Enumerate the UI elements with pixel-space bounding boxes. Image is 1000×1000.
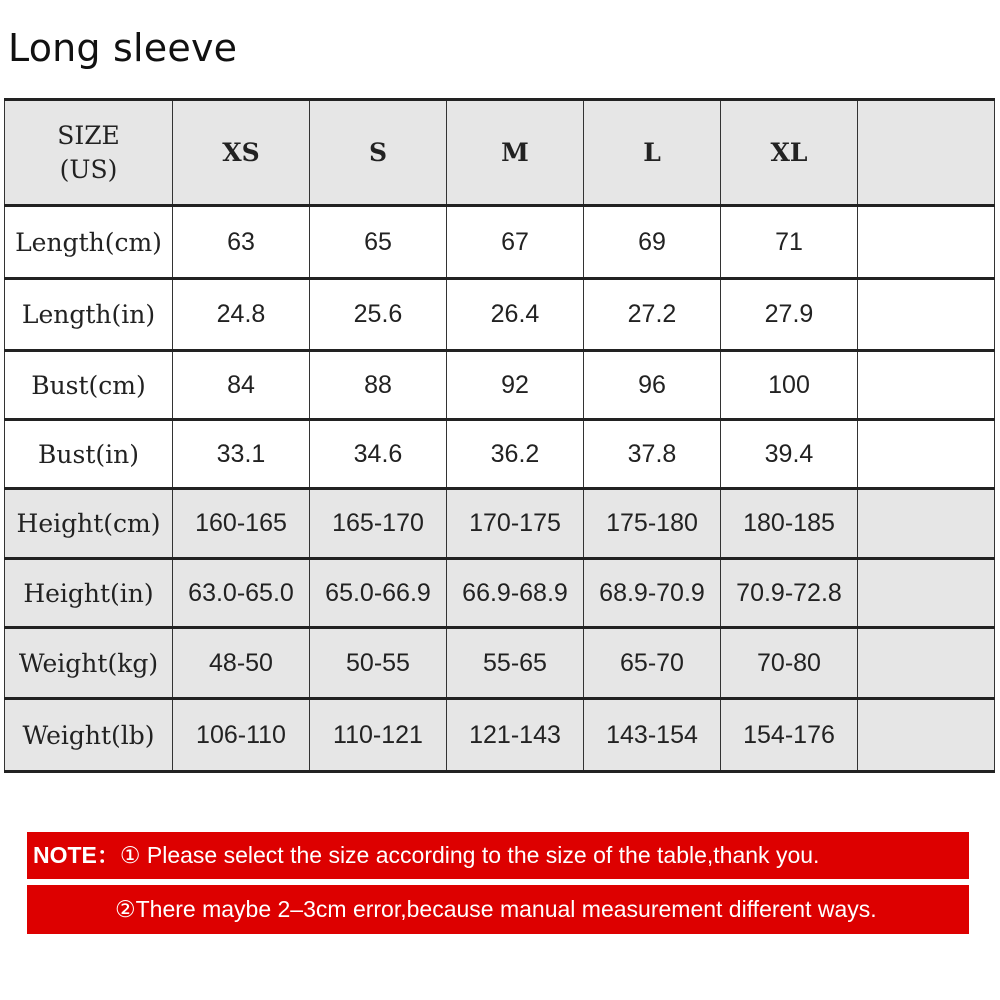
size-s-header: S	[310, 100, 447, 206]
table-cell: 100	[721, 351, 858, 420]
note-text-1: ① Please select the size according to the size of the table,thank you.	[119, 842, 820, 868]
size-xs-header: XS	[173, 100, 310, 206]
table-row	[5, 489, 995, 559]
size-chart-table	[4, 98, 995, 773]
table-row	[5, 559, 995, 628]
table-cell	[858, 279, 995, 351]
size-unit-label: (US)	[59, 154, 118, 184]
table-cell: 68.9-70.9	[584, 559, 721, 628]
table-cell: 92	[447, 351, 584, 420]
table-cell: 37.8	[584, 420, 721, 489]
empty-header-cell	[858, 100, 995, 206]
table-cell: 88	[310, 351, 447, 420]
table-row	[5, 351, 995, 420]
table-cell: 48-50	[173, 628, 310, 699]
size-l-header: L	[584, 100, 721, 206]
table-cell	[858, 420, 995, 489]
table-cell: 25.6	[310, 279, 447, 351]
table-cell: 55-65	[447, 628, 584, 699]
note-text-2: ②There maybe 2–3cm error,because manual measurement different ways.	[115, 896, 877, 922]
table-cell: 50-55	[310, 628, 447, 699]
table-cell	[858, 699, 995, 772]
table-cell	[858, 206, 995, 279]
table-row	[5, 420, 995, 489]
note-line-1	[27, 832, 969, 879]
table-cell: 26.4	[447, 279, 584, 351]
table-cell: 34.6	[310, 420, 447, 489]
table-cell: 66.9-68.9	[447, 559, 584, 628]
page-title: Long sleeve	[8, 26, 238, 70]
row-label: Weight(lb)	[5, 699, 173, 772]
row-label: Bust(in)	[5, 420, 173, 489]
table-cell: 96	[584, 351, 721, 420]
header-row	[5, 100, 995, 206]
table-cell: 70-80	[721, 628, 858, 699]
note-line-2	[27, 885, 969, 934]
table-cell: 65-70	[584, 628, 721, 699]
table-cell: 110-121	[310, 699, 447, 772]
row-label: Height(cm)	[5, 489, 173, 559]
table-cell: 36.2	[447, 420, 584, 489]
table-cell: 33.1	[173, 420, 310, 489]
table-cell: 160-165	[173, 489, 310, 559]
table-cell: 69	[584, 206, 721, 279]
table-cell: 71	[721, 206, 858, 279]
size-us-header	[5, 100, 173, 206]
table-cell: 63	[173, 206, 310, 279]
table-cell: 24.8	[173, 279, 310, 351]
row-label: Height(in)	[5, 559, 173, 628]
table-cell: 143-154	[584, 699, 721, 772]
table-cell	[858, 628, 995, 699]
table-cell	[858, 351, 995, 420]
table-cell: 65	[310, 206, 447, 279]
note-prefix: NOTE：	[33, 842, 120, 868]
row-label: Length(cm)	[5, 206, 173, 279]
table-cell: 121-143	[447, 699, 584, 772]
row-label: Length(in)	[5, 279, 173, 351]
table-cell: 65.0-66.9	[310, 559, 447, 628]
table-row	[5, 628, 995, 699]
table-cell	[858, 559, 995, 628]
size-m-header: M	[447, 100, 584, 206]
table-cell	[858, 489, 995, 559]
table-cell: 84	[173, 351, 310, 420]
table-cell: 27.9	[721, 279, 858, 351]
table-cell: 67	[447, 206, 584, 279]
table-cell: 63.0-65.0	[173, 559, 310, 628]
size-xl-header: XL	[721, 100, 858, 206]
table-row	[5, 206, 995, 279]
table-row	[5, 699, 995, 772]
table-cell: 106-110	[173, 699, 310, 772]
table-cell: 180-185	[721, 489, 858, 559]
table-cell: 154-176	[721, 699, 858, 772]
table-cell: 39.4	[721, 420, 858, 489]
table-cell: 27.2	[584, 279, 721, 351]
row-label: Weight(kg)	[5, 628, 173, 699]
row-label: Bust(cm)	[5, 351, 173, 420]
table-cell: 70.9-72.8	[721, 559, 858, 628]
size-label: SIZE	[57, 120, 120, 150]
table-cell: 165-170	[310, 489, 447, 559]
table-row	[5, 279, 995, 351]
table-cell: 175-180	[584, 489, 721, 559]
table-cell: 170-175	[447, 489, 584, 559]
